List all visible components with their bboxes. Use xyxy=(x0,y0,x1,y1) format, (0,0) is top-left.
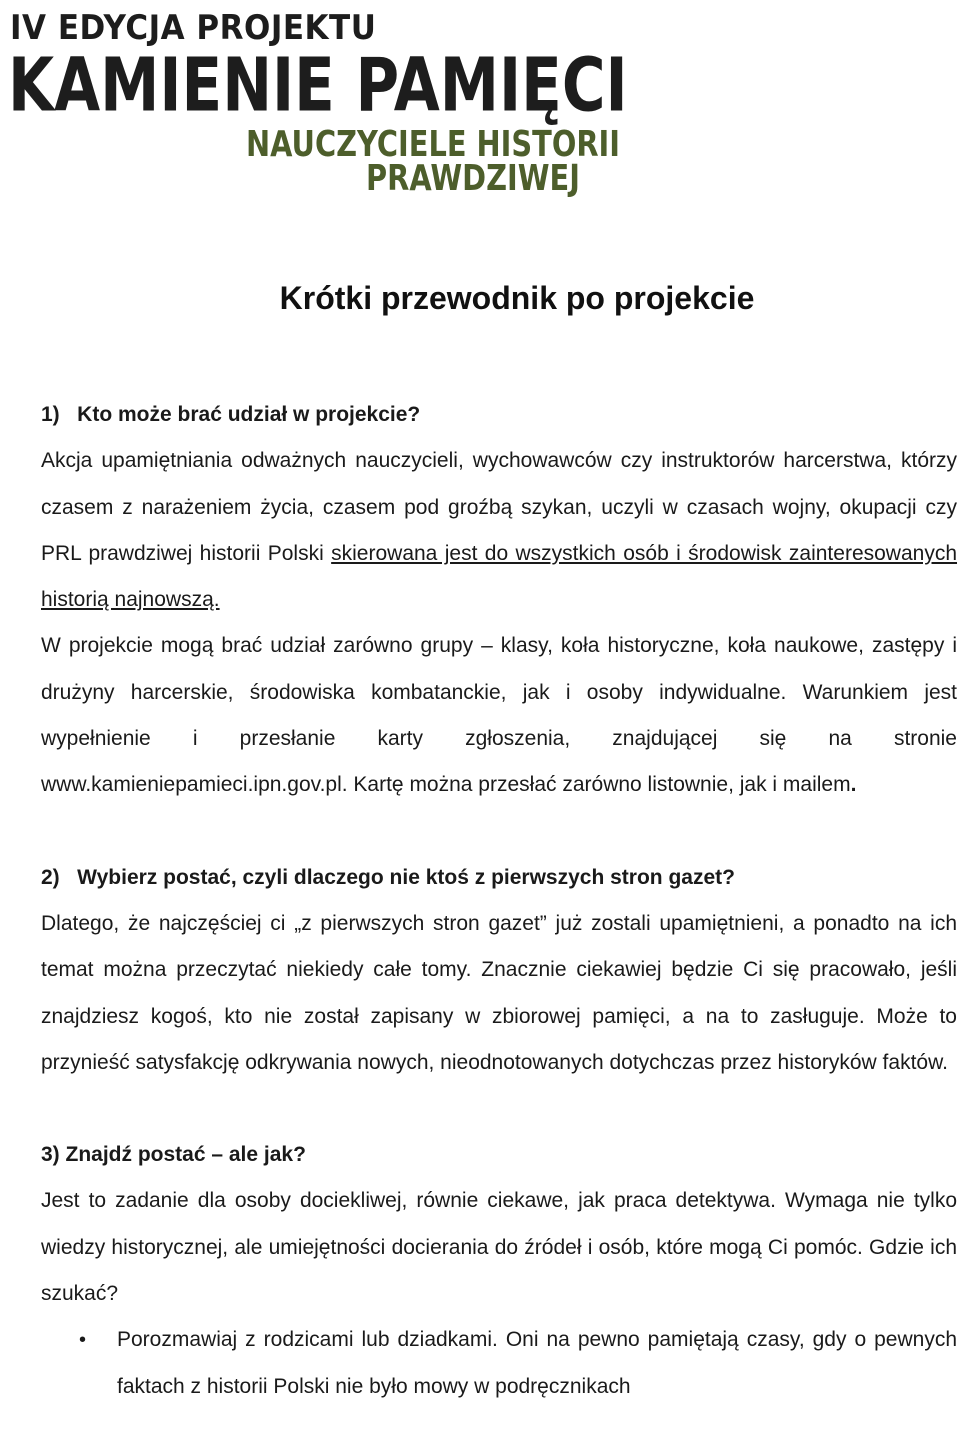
section-2-heading: 2) Wybierz postać, czyli dlaczego nie ktoś z pierwszych stron gazet? xyxy=(41,865,735,889)
logo-project-name: KAMIENIE PAMIĘCI xyxy=(8,44,628,130)
bullet-icon: • xyxy=(79,1329,87,1352)
list-item-text: Porozmawiaj z rodzicami lub dziadkami. Oni na pewno pamiętają czasy, gdy o pewnych faktach z historii Polski nie było mowy w podręcznikach xyxy=(117,1328,957,1398)
spacer xyxy=(41,809,957,855)
logo-subtitle-line1: NAUCZYCIELE HISTORII xyxy=(246,124,621,166)
section-1-paragraph-2 xyxy=(41,623,957,808)
section-2-paragraph-1: Dlatego, że najczęściej ci „z pierwszych stron gazet” już zostali upamiętnieni, a ponadto na ich temat można przeczytać niekiedy całe tomy. Znacznie ciekawiej będzie Ci się pracowało, jeśli znajdziesz kogoś, kto nie został zapisany w zbiorowej pamięci, a na to zasługuje. Może to przynieść satysfakcję odkrywania nowych, nieodnotowanych dotychczas przez historyków faktów. xyxy=(41,911,957,1074)
section-1-p2-text: W projekcie mogą brać udział zarówno grupy – klasy, koła historyczne, koła naukowe, zastępy i drużyny harcerskie, środowiska kombatanckie, jak i osoby indywidualne. Warunkiem jest wypełnienie i przesłanie karty zgłoszenia, znajdującej się na stronie www.kamieniepamieci.ipn.gov.pl. Kartę można przesłać zarówno listownie, jak i mailem xyxy=(41,634,957,797)
section-1-heading: 1) Kto może brać udział w projekcie? xyxy=(41,403,421,426)
section-1-p2-end: . xyxy=(850,773,857,797)
logo-subtitle-line2: PRAWDZIWEJ xyxy=(366,158,580,200)
logo-edition-text: IV EDYCJA PROJEKTU xyxy=(10,8,377,48)
section-3-paragraph-1: Jest to zadanie dla osoby dociekliwej, równie ciekawe, jak praca detektywa. Wymaga nie tylko wiedzy historycznej, ale umiejętności docierania do źródeł i osób, które mogą Ci pomóc. Gdzie ich szukać? xyxy=(41,1189,957,1306)
document-body xyxy=(41,392,957,1410)
section-1-p1-underlined: skierowana jest do wszystkich osób i środowisk zainteresowanych historią najnowszą. xyxy=(41,541,958,612)
spacer xyxy=(41,1086,957,1132)
section-1-p1-text: Akcja upamiętniania odważnych nauczycieli, wychowawców czy instruktorów harcerstwa, którzy czasem z narażeniem życia, czasem pod groźbą szykan, uczyli w czasach wojny, okupacji czy PRL prawdziwej historii Polski xyxy=(41,449,957,565)
section-1-paragraph-1 xyxy=(41,438,957,623)
page-title: Krótki przewodnik po projekcie xyxy=(279,280,755,316)
section-3-bullet-list xyxy=(41,1317,957,1410)
section-3-heading: 3) Znajdź postać – ale jak? xyxy=(41,1143,306,1167)
list-item xyxy=(79,1317,957,1410)
